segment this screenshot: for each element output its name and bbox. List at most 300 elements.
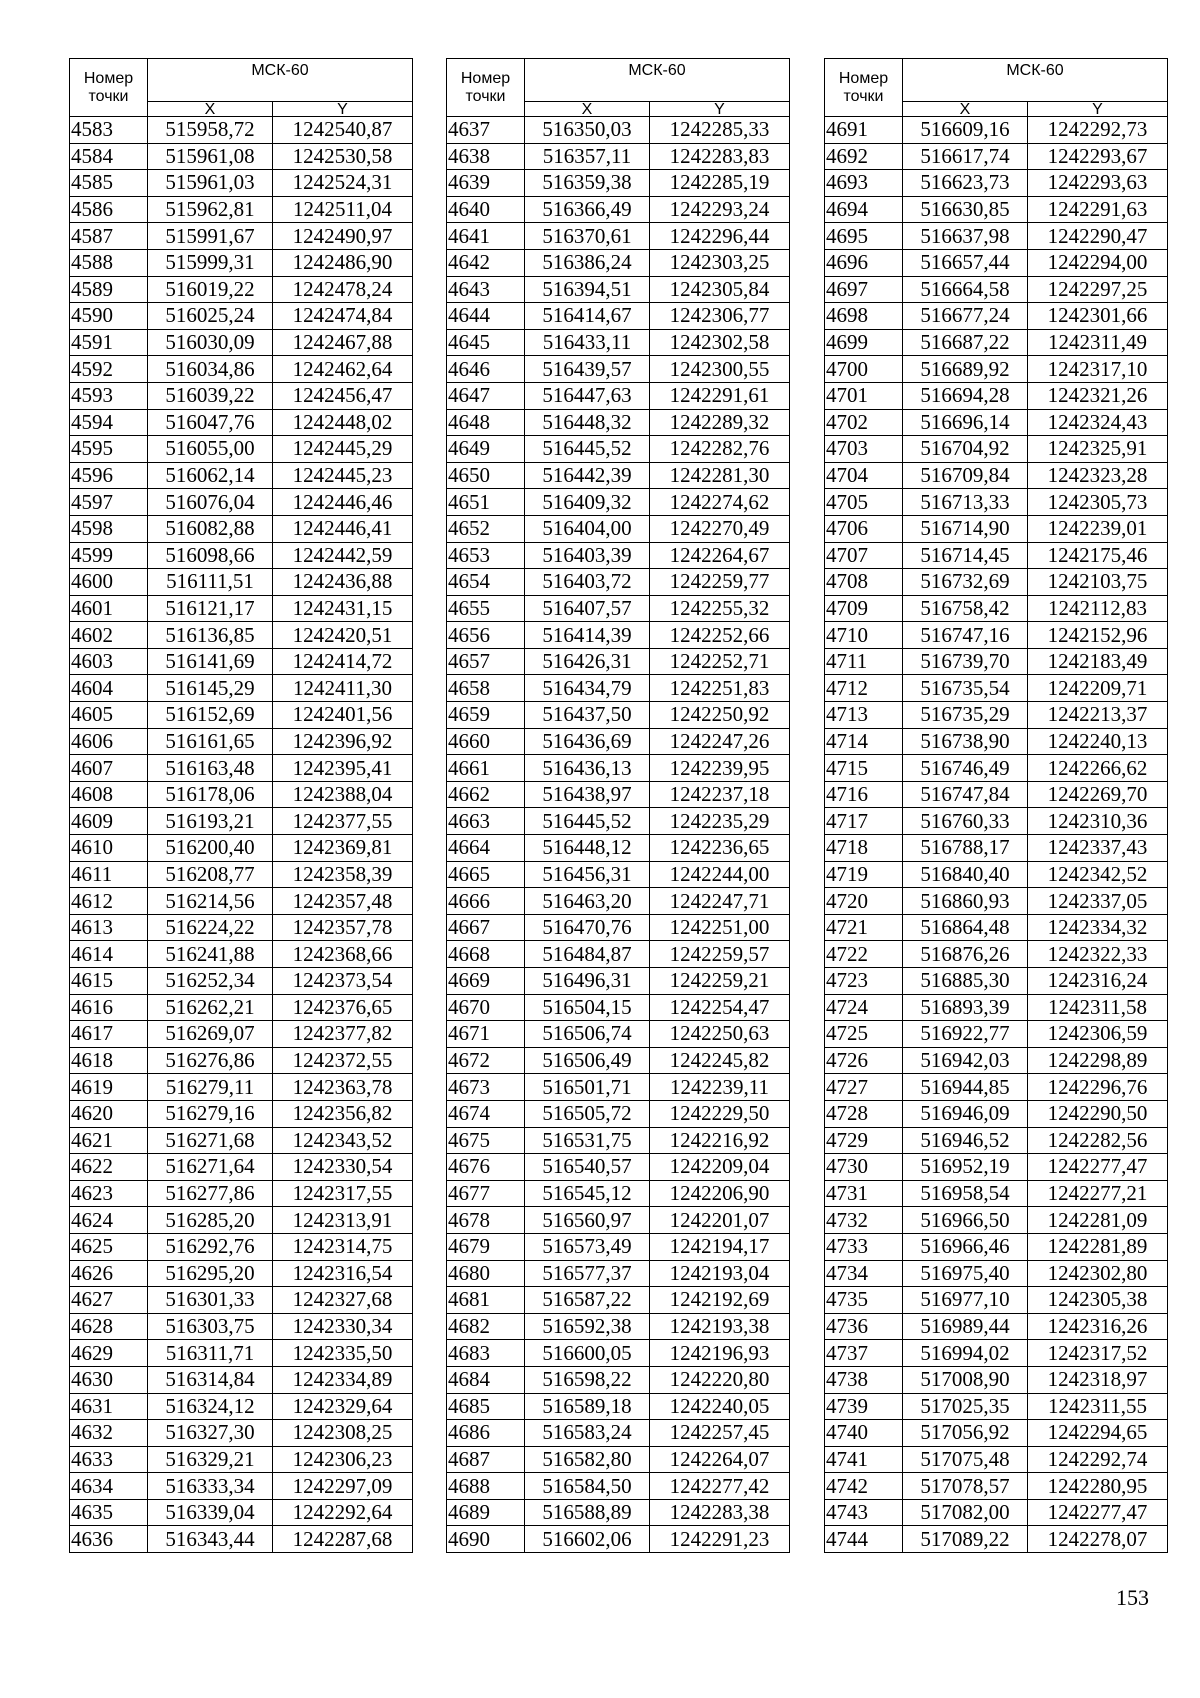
x-coordinate-cell: 516504,15 — [525, 994, 650, 1021]
y-coordinate-cell: 1242334,89 — [273, 1366, 413, 1393]
table-row — [447, 1100, 790, 1127]
x-coordinate-cell: 516584,50 — [525, 1473, 650, 1500]
x-coordinate-cell: 516426,31 — [525, 648, 650, 675]
x-coordinate-cell: 516456,31 — [525, 861, 650, 888]
y-coordinate-cell: 1242302,58 — [650, 329, 790, 356]
table-row — [70, 1074, 413, 1101]
point-number-cell: 4630 — [70, 1366, 148, 1393]
x-coordinate-cell: 515991,67 — [148, 223, 273, 250]
y-coordinate-cell: 1242255,32 — [650, 595, 790, 622]
x-coordinate-cell: 516600,05 — [525, 1340, 650, 1367]
y-coordinate-cell: 1242376,65 — [273, 994, 413, 1021]
y-coordinate-cell: 1242311,55 — [1028, 1393, 1168, 1420]
table-row — [825, 276, 1168, 303]
x-coordinate-cell: 516501,71 — [525, 1074, 650, 1101]
table-row — [825, 914, 1168, 941]
x-coordinate-cell: 516946,52 — [903, 1127, 1028, 1154]
point-number-cell: 4635 — [70, 1499, 148, 1526]
point-number-cell: 4587 — [70, 223, 148, 250]
x-coordinate-cell: 516577,37 — [525, 1260, 650, 1287]
table-row — [70, 781, 413, 808]
table-row — [70, 728, 413, 755]
table-row — [70, 1366, 413, 1393]
table-row — [825, 489, 1168, 516]
y-coordinate-cell: 1242283,83 — [650, 143, 790, 170]
point-number-cell: 4671 — [447, 1021, 525, 1048]
point-number-cell: 4733 — [825, 1233, 903, 1260]
y-coordinate-cell: 1242270,49 — [650, 515, 790, 542]
table-row — [447, 808, 790, 835]
y-coordinate-cell: 1242357,78 — [273, 914, 413, 941]
table-row — [447, 542, 790, 569]
x-coordinate-cell: 516442,39 — [525, 462, 650, 489]
table-row — [825, 648, 1168, 675]
table-row — [70, 196, 413, 223]
x-coordinate-cell: 515961,08 — [148, 143, 273, 170]
table-row — [70, 941, 413, 968]
point-number-cell: 4599 — [70, 542, 148, 569]
coordinates-table-3 — [824, 58, 1168, 1553]
x-coordinate-cell: 516540,57 — [525, 1154, 650, 1181]
y-coordinate-cell: 1242377,82 — [273, 1021, 413, 1048]
table-row — [447, 356, 790, 383]
point-number-cell: 4683 — [447, 1340, 525, 1367]
x-coordinate-cell: 516098,66 — [148, 542, 273, 569]
table-row — [447, 622, 790, 649]
x-coordinate-cell: 516366,49 — [525, 196, 650, 223]
table-row — [825, 941, 1168, 968]
table-row — [70, 170, 413, 197]
table-row — [70, 861, 413, 888]
table-row — [825, 861, 1168, 888]
y-coordinate-cell: 1242317,52 — [1028, 1340, 1168, 1367]
point-number-cell: 4614 — [70, 941, 148, 968]
point-number-cell: 4645 — [447, 329, 525, 356]
y-coordinate-cell: 1242193,04 — [650, 1260, 790, 1287]
table-row — [447, 702, 790, 729]
y-coordinate-cell: 1242201,07 — [650, 1207, 790, 1234]
y-coordinate-cell: 1242297,25 — [1028, 276, 1168, 303]
y-coordinate-cell: 1242377,55 — [273, 808, 413, 835]
point-number-cell: 4617 — [70, 1021, 148, 1048]
y-coordinate-cell: 1242112,83 — [1028, 595, 1168, 622]
table-row — [825, 1154, 1168, 1181]
x-coordinate-cell: 516714,45 — [903, 542, 1028, 569]
x-coordinate-cell: 516689,92 — [903, 356, 1028, 383]
y-coordinate-cell: 1242281,09 — [1028, 1207, 1168, 1234]
x-coordinate-cell: 516975,40 — [903, 1260, 1028, 1287]
y-coordinate-cell: 1242282,76 — [650, 436, 790, 463]
table-row — [447, 994, 790, 1021]
y-coordinate-cell: 1242368,66 — [273, 941, 413, 968]
table-row — [70, 436, 413, 463]
point-number-cell: 4646 — [447, 356, 525, 383]
y-coordinate-cell: 1242436,88 — [273, 569, 413, 596]
x-coordinate-cell: 516630,85 — [903, 196, 1028, 223]
y-coordinate-cell: 1242306,59 — [1028, 1021, 1168, 1048]
point-number-cell: 4633 — [70, 1446, 148, 1473]
x-coordinate-cell: 516445,52 — [525, 436, 650, 463]
y-coordinate-cell: 1242373,54 — [273, 968, 413, 995]
point-number-cell: 4737 — [825, 1340, 903, 1367]
table-row — [825, 1499, 1168, 1526]
x-coordinate-cell: 516359,38 — [525, 170, 650, 197]
point-number-cell: 4586 — [70, 196, 148, 223]
point-number-header: Номер точки — [825, 59, 903, 117]
point-number-cell: 4728 — [825, 1100, 903, 1127]
y-coordinate-cell: 1242291,23 — [650, 1526, 790, 1553]
point-number-cell: 4653 — [447, 542, 525, 569]
y-coordinate-cell: 1242396,92 — [273, 728, 413, 755]
y-coordinate-cell: 1242330,34 — [273, 1313, 413, 1340]
table-row — [70, 542, 413, 569]
table-row — [447, 1499, 790, 1526]
point-number-cell: 4677 — [447, 1180, 525, 1207]
y-coordinate-cell: 1242363,78 — [273, 1074, 413, 1101]
table-row — [825, 223, 1168, 250]
point-number-cell: 4709 — [825, 595, 903, 622]
table-row — [825, 1180, 1168, 1207]
table-row — [447, 1047, 790, 1074]
point-number-cell: 4642 — [447, 249, 525, 276]
table-row — [70, 1180, 413, 1207]
point-number-cell: 4634 — [70, 1473, 148, 1500]
table-row — [70, 489, 413, 516]
point-number-cell: 4640 — [447, 196, 525, 223]
table-row — [825, 382, 1168, 409]
table-row — [70, 1340, 413, 1367]
x-coordinate-cell: 516403,72 — [525, 569, 650, 596]
x-coordinate-cell: 516241,88 — [148, 941, 273, 968]
y-coordinate-cell: 1242196,93 — [650, 1340, 790, 1367]
point-number-cell: 4696 — [825, 249, 903, 276]
y-coordinate-cell: 1242274,62 — [650, 489, 790, 516]
y-coordinate-cell: 1242490,97 — [273, 223, 413, 250]
x-coordinate-cell: 516732,69 — [903, 569, 1028, 596]
x-coordinate-cell: 516758,42 — [903, 595, 1028, 622]
x-coordinate-cell: 516885,30 — [903, 968, 1028, 995]
x-coordinate-cell: 516295,20 — [148, 1260, 273, 1287]
point-number-cell: 4605 — [70, 702, 148, 729]
table-row — [70, 675, 413, 702]
x-coordinate-cell: 516860,93 — [903, 888, 1028, 915]
y-coordinate-cell: 1242293,24 — [650, 196, 790, 223]
table-row — [825, 170, 1168, 197]
table-row — [70, 968, 413, 995]
x-coordinate-cell: 515961,03 — [148, 170, 273, 197]
table-row — [825, 888, 1168, 915]
table-row — [825, 542, 1168, 569]
y-coordinate-cell: 1242244,00 — [650, 861, 790, 888]
y-coordinate-cell: 1242310,36 — [1028, 808, 1168, 835]
y-coordinate-cell: 1242298,89 — [1028, 1047, 1168, 1074]
x-coordinate-cell: 516141,69 — [148, 648, 273, 675]
point-number-cell: 4727 — [825, 1074, 903, 1101]
point-number-cell: 4624 — [70, 1207, 148, 1234]
x-coordinate-cell: 516121,17 — [148, 595, 273, 622]
table-row — [825, 196, 1168, 223]
x-coordinate-cell: 516357,11 — [525, 143, 650, 170]
y-coordinate-cell: 1242209,04 — [650, 1154, 790, 1181]
y-coordinate-cell: 1242301,66 — [1028, 303, 1168, 330]
x-coordinate-cell: 516463,20 — [525, 888, 650, 915]
table-row — [447, 303, 790, 330]
x-coordinate-cell: 516271,64 — [148, 1154, 273, 1181]
x-coordinate-cell: 516252,34 — [148, 968, 273, 995]
table-row — [825, 1074, 1168, 1101]
table-row — [70, 994, 413, 1021]
x-coordinate-cell: 516966,50 — [903, 1207, 1028, 1234]
table-row — [447, 1233, 790, 1260]
x-coordinate-cell: 516747,16 — [903, 622, 1028, 649]
y-coordinate-cell: 1242259,21 — [650, 968, 790, 995]
point-number-cell: 4720 — [825, 888, 903, 915]
x-coordinate-cell: 516977,10 — [903, 1287, 1028, 1314]
table-row — [825, 1287, 1168, 1314]
point-number-cell: 4697 — [825, 276, 903, 303]
point-number-cell: 4626 — [70, 1260, 148, 1287]
point-number-cell: 4616 — [70, 994, 148, 1021]
coordinates-table-1 — [69, 58, 413, 1553]
y-coordinate-cell: 1242316,26 — [1028, 1313, 1168, 1340]
y-coordinate-cell: 1242281,30 — [650, 462, 790, 489]
y-coordinate-cell: 1242431,15 — [273, 595, 413, 622]
table-row — [825, 1446, 1168, 1473]
table-row — [825, 1526, 1168, 1553]
x-coordinate-cell: 515999,31 — [148, 249, 273, 276]
table-row — [447, 1313, 790, 1340]
point-number-cell: 4622 — [70, 1154, 148, 1181]
y-coordinate-cell: 1242291,63 — [1028, 196, 1168, 223]
table-row — [447, 1074, 790, 1101]
point-number-cell: 4619 — [70, 1074, 148, 1101]
point-number-cell: 4701 — [825, 382, 903, 409]
y-coordinate-cell: 1242358,39 — [273, 861, 413, 888]
point-number-header: Номер точки — [447, 59, 525, 117]
x-coordinate-cell: 516025,24 — [148, 303, 273, 330]
point-number-cell: 4744 — [825, 1526, 903, 1553]
table-row — [447, 1021, 790, 1048]
table-row — [447, 462, 790, 489]
point-number-cell: 4613 — [70, 914, 148, 941]
table-row — [825, 1420, 1168, 1447]
x-coordinate-cell: 516279,11 — [148, 1074, 273, 1101]
x-coordinate-cell: 516039,22 — [148, 382, 273, 409]
y-coordinate-cell: 1242474,84 — [273, 303, 413, 330]
point-number-cell: 4667 — [447, 914, 525, 941]
x-coordinate-cell: 516506,49 — [525, 1047, 650, 1074]
x-coordinate-cell: 516224,22 — [148, 914, 273, 941]
table-row — [70, 1260, 413, 1287]
x-coordinate-cell: 516946,09 — [903, 1100, 1028, 1127]
y-coordinate-cell: 1242282,56 — [1028, 1127, 1168, 1154]
x-coordinate-cell: 517008,90 — [903, 1366, 1028, 1393]
y-coordinate-cell: 1242411,30 — [273, 675, 413, 702]
x-coordinate-cell: 516414,39 — [525, 622, 650, 649]
point-number-cell: 4691 — [825, 117, 903, 144]
point-number-cell: 4738 — [825, 1366, 903, 1393]
table-row — [70, 515, 413, 542]
table-row — [825, 1366, 1168, 1393]
y-coordinate-cell: 1242313,91 — [273, 1207, 413, 1234]
table-row — [825, 1340, 1168, 1367]
y-coordinate-cell: 1242342,52 — [1028, 861, 1168, 888]
y-coordinate-cell: 1242280,95 — [1028, 1473, 1168, 1500]
y-coordinate-cell: 1242194,17 — [650, 1233, 790, 1260]
table-row — [70, 595, 413, 622]
table-row — [447, 968, 790, 995]
y-coordinate-cell: 1242250,63 — [650, 1021, 790, 1048]
table-row — [70, 1100, 413, 1127]
table-row — [825, 1473, 1168, 1500]
x-coordinate-cell: 516111,51 — [148, 569, 273, 596]
table-row — [447, 1207, 790, 1234]
point-number-cell: 4590 — [70, 303, 148, 330]
x-coordinate-cell: 516864,48 — [903, 914, 1028, 941]
x-coordinate-cell: 516598,22 — [525, 1366, 650, 1393]
table-row — [825, 1393, 1168, 1420]
x-coordinate-cell: 516582,80 — [525, 1446, 650, 1473]
table-row — [447, 409, 790, 436]
x-coordinate-cell: 516687,22 — [903, 329, 1028, 356]
point-number-cell: 4730 — [825, 1154, 903, 1181]
x-coordinate-cell: 516588,89 — [525, 1499, 650, 1526]
y-coordinate-cell: 1242296,76 — [1028, 1074, 1168, 1101]
x-coordinate-cell: 516587,22 — [525, 1287, 650, 1314]
point-number-cell: 4643 — [447, 276, 525, 303]
x-coordinate-cell: 516623,73 — [903, 170, 1028, 197]
x-coordinate-cell: 516136,85 — [148, 622, 273, 649]
y-coordinate-cell: 1242486,90 — [273, 249, 413, 276]
point-number-cell: 4729 — [825, 1127, 903, 1154]
table-row — [447, 1420, 790, 1447]
point-number-cell: 4718 — [825, 835, 903, 862]
y-coordinate-cell: 1242239,95 — [650, 755, 790, 782]
x-coordinate-cell: 516076,04 — [148, 489, 273, 516]
x-coordinate-cell: 516738,90 — [903, 728, 1028, 755]
point-number-cell: 4656 — [447, 622, 525, 649]
y-coordinate-cell: 1242311,58 — [1028, 994, 1168, 1021]
x-coordinate-cell: 516994,02 — [903, 1340, 1028, 1367]
x-coordinate-cell: 516989,44 — [903, 1313, 1028, 1340]
point-number-cell: 4668 — [447, 941, 525, 968]
point-number-cell: 4639 — [447, 170, 525, 197]
y-coordinate-cell: 1242305,73 — [1028, 489, 1168, 516]
x-coordinate-cell: 516573,49 — [525, 1233, 650, 1260]
table-row — [825, 755, 1168, 782]
point-number-cell: 4705 — [825, 489, 903, 516]
point-number-cell: 4717 — [825, 808, 903, 835]
y-coordinate-cell: 1242448,02 — [273, 409, 413, 436]
y-coordinate-cell: 1242322,33 — [1028, 941, 1168, 968]
point-number-cell: 4686 — [447, 1420, 525, 1447]
point-number-cell: 4592 — [70, 356, 148, 383]
y-coordinate-cell: 1242281,89 — [1028, 1233, 1168, 1260]
y-coordinate-cell: 1242235,29 — [650, 808, 790, 835]
point-number-cell: 4672 — [447, 1047, 525, 1074]
table-row — [825, 1100, 1168, 1127]
x-coordinate-cell: 516602,06 — [525, 1526, 650, 1553]
x-coordinate-cell: 516592,38 — [525, 1313, 650, 1340]
y-coordinate-cell: 1242306,23 — [273, 1446, 413, 1473]
x-coordinate-cell: 516277,86 — [148, 1180, 273, 1207]
table-row — [447, 489, 790, 516]
y-coordinate-cell: 1242103,75 — [1028, 569, 1168, 596]
y-coordinate-cell: 1242442,59 — [273, 542, 413, 569]
y-coordinate-cell: 1242327,68 — [273, 1287, 413, 1314]
point-number-cell: 4623 — [70, 1180, 148, 1207]
point-number-cell: 4739 — [825, 1393, 903, 1420]
x-coordinate-cell: 516327,30 — [148, 1420, 273, 1447]
table-row — [70, 702, 413, 729]
point-number-cell: 4585 — [70, 170, 148, 197]
x-coordinate-cell: 516760,33 — [903, 808, 1028, 835]
table-row — [825, 1260, 1168, 1287]
y-coordinate-cell: 1242216,92 — [650, 1127, 790, 1154]
y-coordinate-cell: 1242456,47 — [273, 382, 413, 409]
table-row — [825, 569, 1168, 596]
x-coordinate-cell: 516709,84 — [903, 462, 1028, 489]
y-coordinate-cell: 1242305,84 — [650, 276, 790, 303]
point-number-cell: 4732 — [825, 1207, 903, 1234]
x-coordinate-cell: 516545,12 — [525, 1180, 650, 1207]
table-row — [825, 409, 1168, 436]
table-row — [447, 569, 790, 596]
y-coordinate-cell: 1242302,80 — [1028, 1260, 1168, 1287]
y-coordinate-cell: 1242462,64 — [273, 356, 413, 383]
x-coordinate-cell: 516178,06 — [148, 781, 273, 808]
y-coordinate-cell: 1242292,74 — [1028, 1446, 1168, 1473]
table-row — [70, 409, 413, 436]
table-row — [447, 1473, 790, 1500]
x-coordinate-cell: 517075,48 — [903, 1446, 1028, 1473]
y-coordinate-cell: 1242330,54 — [273, 1154, 413, 1181]
y-coordinate-cell: 1242445,23 — [273, 462, 413, 489]
x-coordinate-cell: 517082,00 — [903, 1499, 1028, 1526]
x-coordinate-cell: 516311,71 — [148, 1340, 273, 1367]
y-coordinate-cell: 1242467,88 — [273, 329, 413, 356]
point-number-cell: 4632 — [70, 1420, 148, 1447]
y-coordinate-cell: 1242540,87 — [273, 117, 413, 144]
table-row — [825, 143, 1168, 170]
table-row — [447, 861, 790, 888]
x-coordinate-cell: 517025,35 — [903, 1393, 1028, 1420]
y-coordinate-cell: 1242245,82 — [650, 1047, 790, 1074]
y-coordinate-cell: 1242388,04 — [273, 781, 413, 808]
y-coordinate-cell: 1242329,64 — [273, 1393, 413, 1420]
y-coordinate-cell: 1242524,31 — [273, 170, 413, 197]
x-coordinate-cell: 516696,14 — [903, 409, 1028, 436]
point-number-cell: 4598 — [70, 515, 148, 542]
point-number-cell: 4661 — [447, 755, 525, 782]
table-row — [447, 1446, 790, 1473]
x-coordinate-cell: 516409,32 — [525, 489, 650, 516]
x-coordinate-cell: 516082,88 — [148, 515, 273, 542]
point-number-cell: 4674 — [447, 1100, 525, 1127]
y-coordinate-cell: 1242337,05 — [1028, 888, 1168, 915]
y-coordinate-cell: 1242300,55 — [650, 356, 790, 383]
point-number-cell: 4591 — [70, 329, 148, 356]
table-row — [825, 702, 1168, 729]
page-number: 153 — [1116, 1585, 1149, 1610]
y-coordinate-cell: 1242446,46 — [273, 489, 413, 516]
table-row — [825, 968, 1168, 995]
table-row — [447, 329, 790, 356]
y-coordinate-cell: 1242356,82 — [273, 1100, 413, 1127]
y-coordinate-cell: 1242317,10 — [1028, 356, 1168, 383]
table-row — [447, 914, 790, 941]
table-row — [70, 1207, 413, 1234]
